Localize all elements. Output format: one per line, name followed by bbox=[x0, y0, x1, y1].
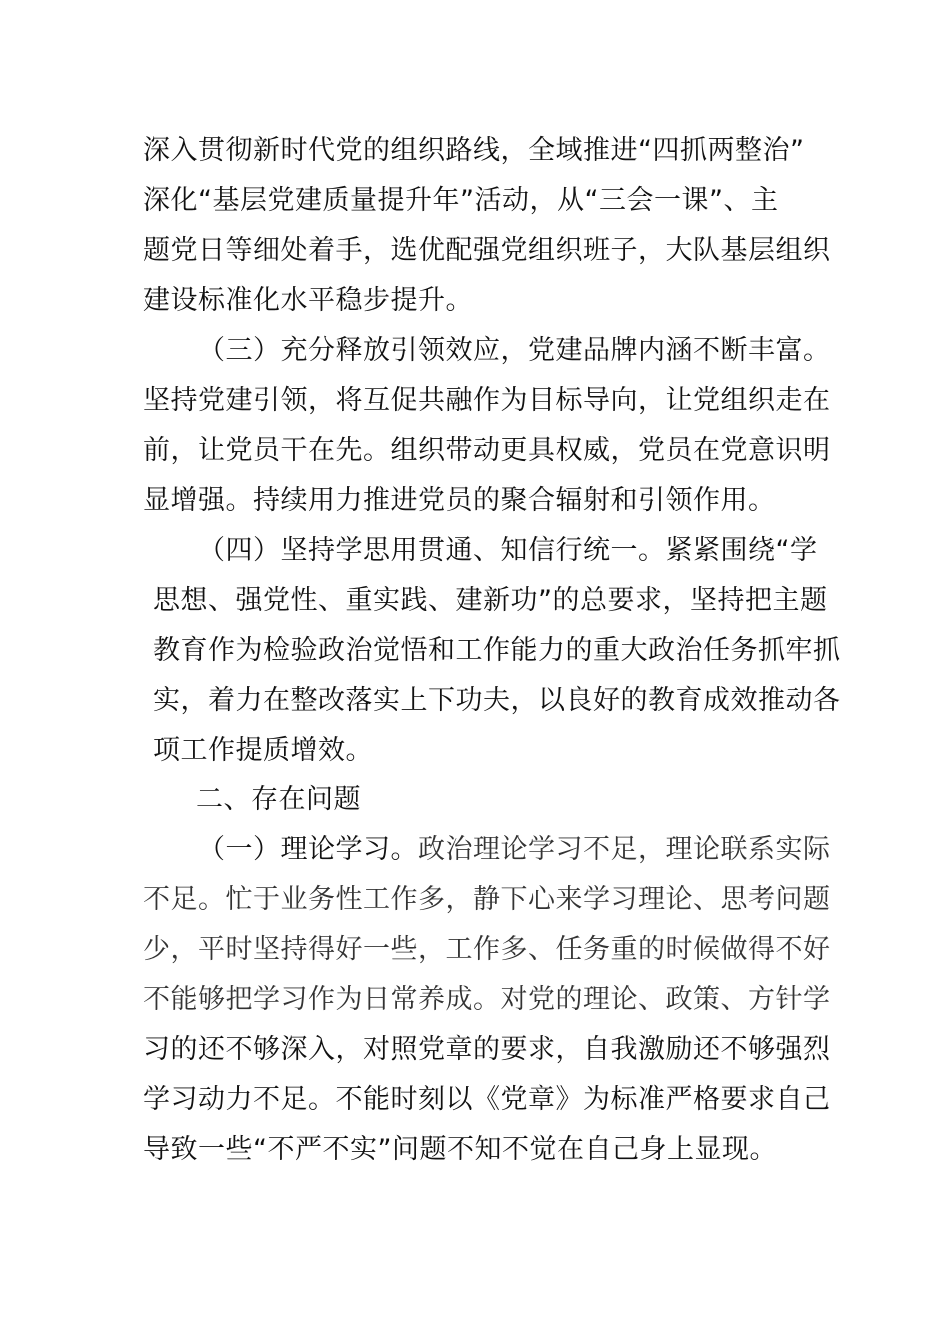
paragraph-line: 显增强。持续用力推进党员的聚合辐射和引领作用。 bbox=[143, 485, 776, 516]
paragraph-line: 深化“基层党建质量提升年”活动，从“三会一课”、主 bbox=[143, 185, 779, 216]
paragraph-line: 学习动力不足。不能时刻以《党章》为标准严格要求自己 bbox=[143, 1084, 831, 1115]
section-heading-1-label: （一）理论学习。 bbox=[198, 834, 418, 865]
paragraph-line: 深入贯彻新时代党的组织路线，全域推进“四抓两整治” bbox=[143, 135, 805, 166]
paragraph-line: 实，着力在整改落实上下功夫，以良好的教育成效推动各 bbox=[153, 685, 841, 716]
paragraph-line: 项工作提质增效。 bbox=[153, 735, 373, 766]
section-heading-4: （四）坚持学思用贯通、知信行统一。紧紧围绕“学 bbox=[198, 535, 818, 566]
paragraph-line: 题党日等细处着手，选优配强党组织班子，大队基层组织 bbox=[143, 235, 831, 266]
paragraph-line: 思想、强党性、重实践、建新功”的总要求，坚持把主题 bbox=[153, 585, 828, 616]
paragraph-line: 不足。忙于业务性工作多，静下心来学习理论、思考问题 bbox=[143, 884, 831, 915]
paragraph-line: 少，平时坚持得好一些，工作多、任务重的时候做得不好 bbox=[143, 934, 831, 965]
paragraph-line: 教育作为检验政治觉悟和工作能力的重大政治任务抓牢抓 bbox=[153, 635, 841, 666]
paragraph-line: 导致一些“不严不实”问题不知不觉在自己身上显现。 bbox=[143, 1134, 777, 1165]
paragraph-line: 习的还不够深入，对照党章的要求，自我激励还不够强烈 bbox=[143, 1034, 831, 1065]
chapter-heading: 二、存在问题 bbox=[196, 784, 361, 815]
paragraph-line: 不能够把学习作为日常养成。对党的理论、政策、方针学 bbox=[143, 984, 831, 1015]
section-heading-1 bbox=[198, 830, 831, 870]
paragraph-line: 建设标准化水平稳步提升。 bbox=[143, 285, 473, 316]
paragraph-line: 坚持党建引领，将互促共融作为目标导向，让党组织走在 bbox=[143, 385, 831, 416]
section-heading-3: （三）充分释放引领效应，党建品牌内涵不断丰富。 bbox=[198, 335, 831, 366]
paragraph-line: 前，让党员干在先。组织带动更具权威，党员在党意识明 bbox=[143, 435, 831, 466]
section-heading-1-text: 政治理论学习不足，理论联系实际 bbox=[418, 834, 831, 865]
